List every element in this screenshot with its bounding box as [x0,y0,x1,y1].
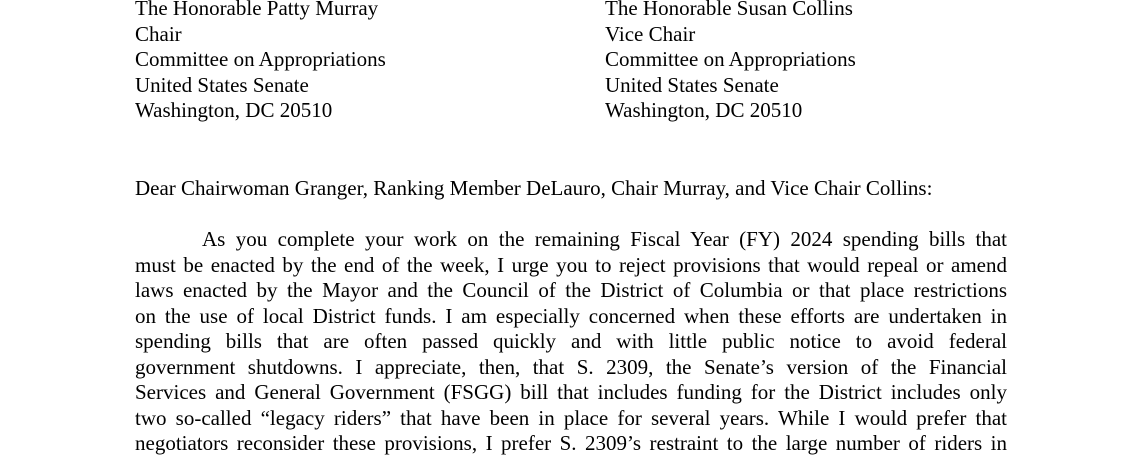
paragraph-line: government shutdowns. I appreciate, then, that S. 2309, the Senate’s version of the Financial [135,354,1007,379]
recipient-block-right [605,0,856,124]
recipient-name: The Honorable Susan Collins [605,0,853,20]
recipient-name: The Honorable Patty Murray [135,0,379,20]
body-paragraph [135,227,1007,456]
paragraph-line: must be enacted by the end of the week, I urge you to reject provisions that would repeal or amend [135,252,1007,277]
recipient-address: Washington, DC 20510 [605,98,803,122]
paragraph-line: on the use of local District funds. I am especially concerned when these efforts are undertaken in [135,303,1007,328]
paragraph-line: negotiators reconsider these provisions, I prefer S. 2309’s restraint to the large number of riders in [135,431,1007,455]
salutation: Dear Chairwoman Granger, Ranking Member DeLauro, Chair Murray, and Vice Chair Collins: [135,176,933,200]
recipient-committee: Committee on Appropriations [135,47,386,71]
recipient-committee: Committee on Appropriations [605,47,856,71]
paragraph-line: laws enacted by the Mayor and the Council of the District of Columbia or that place restrictions [135,278,1007,302]
paragraph-line: Services and General Government (FSGG) bill that includes funding for the District includes only [135,380,1007,404]
paragraph-line: As you complete your work on the remaining Fiscal Year (FY) 2024 spending bills that [202,227,1007,251]
recipient-address: Washington, DC 20510 [135,98,333,122]
recipient-title: Vice Chair [605,21,696,46]
recipient-title: Chair [135,21,182,46]
paragraph-line: two so-called “legacy riders” that have been in place for several years. While I would prefer that [135,405,1007,430]
recipient-body: United States Senate [605,72,779,97]
paragraph-line: spending bills that are often passed quickly and with little public notice to avoid federal [135,329,1007,353]
recipient-body: United States Senate [135,72,309,97]
recipient-block-left [135,0,386,124]
